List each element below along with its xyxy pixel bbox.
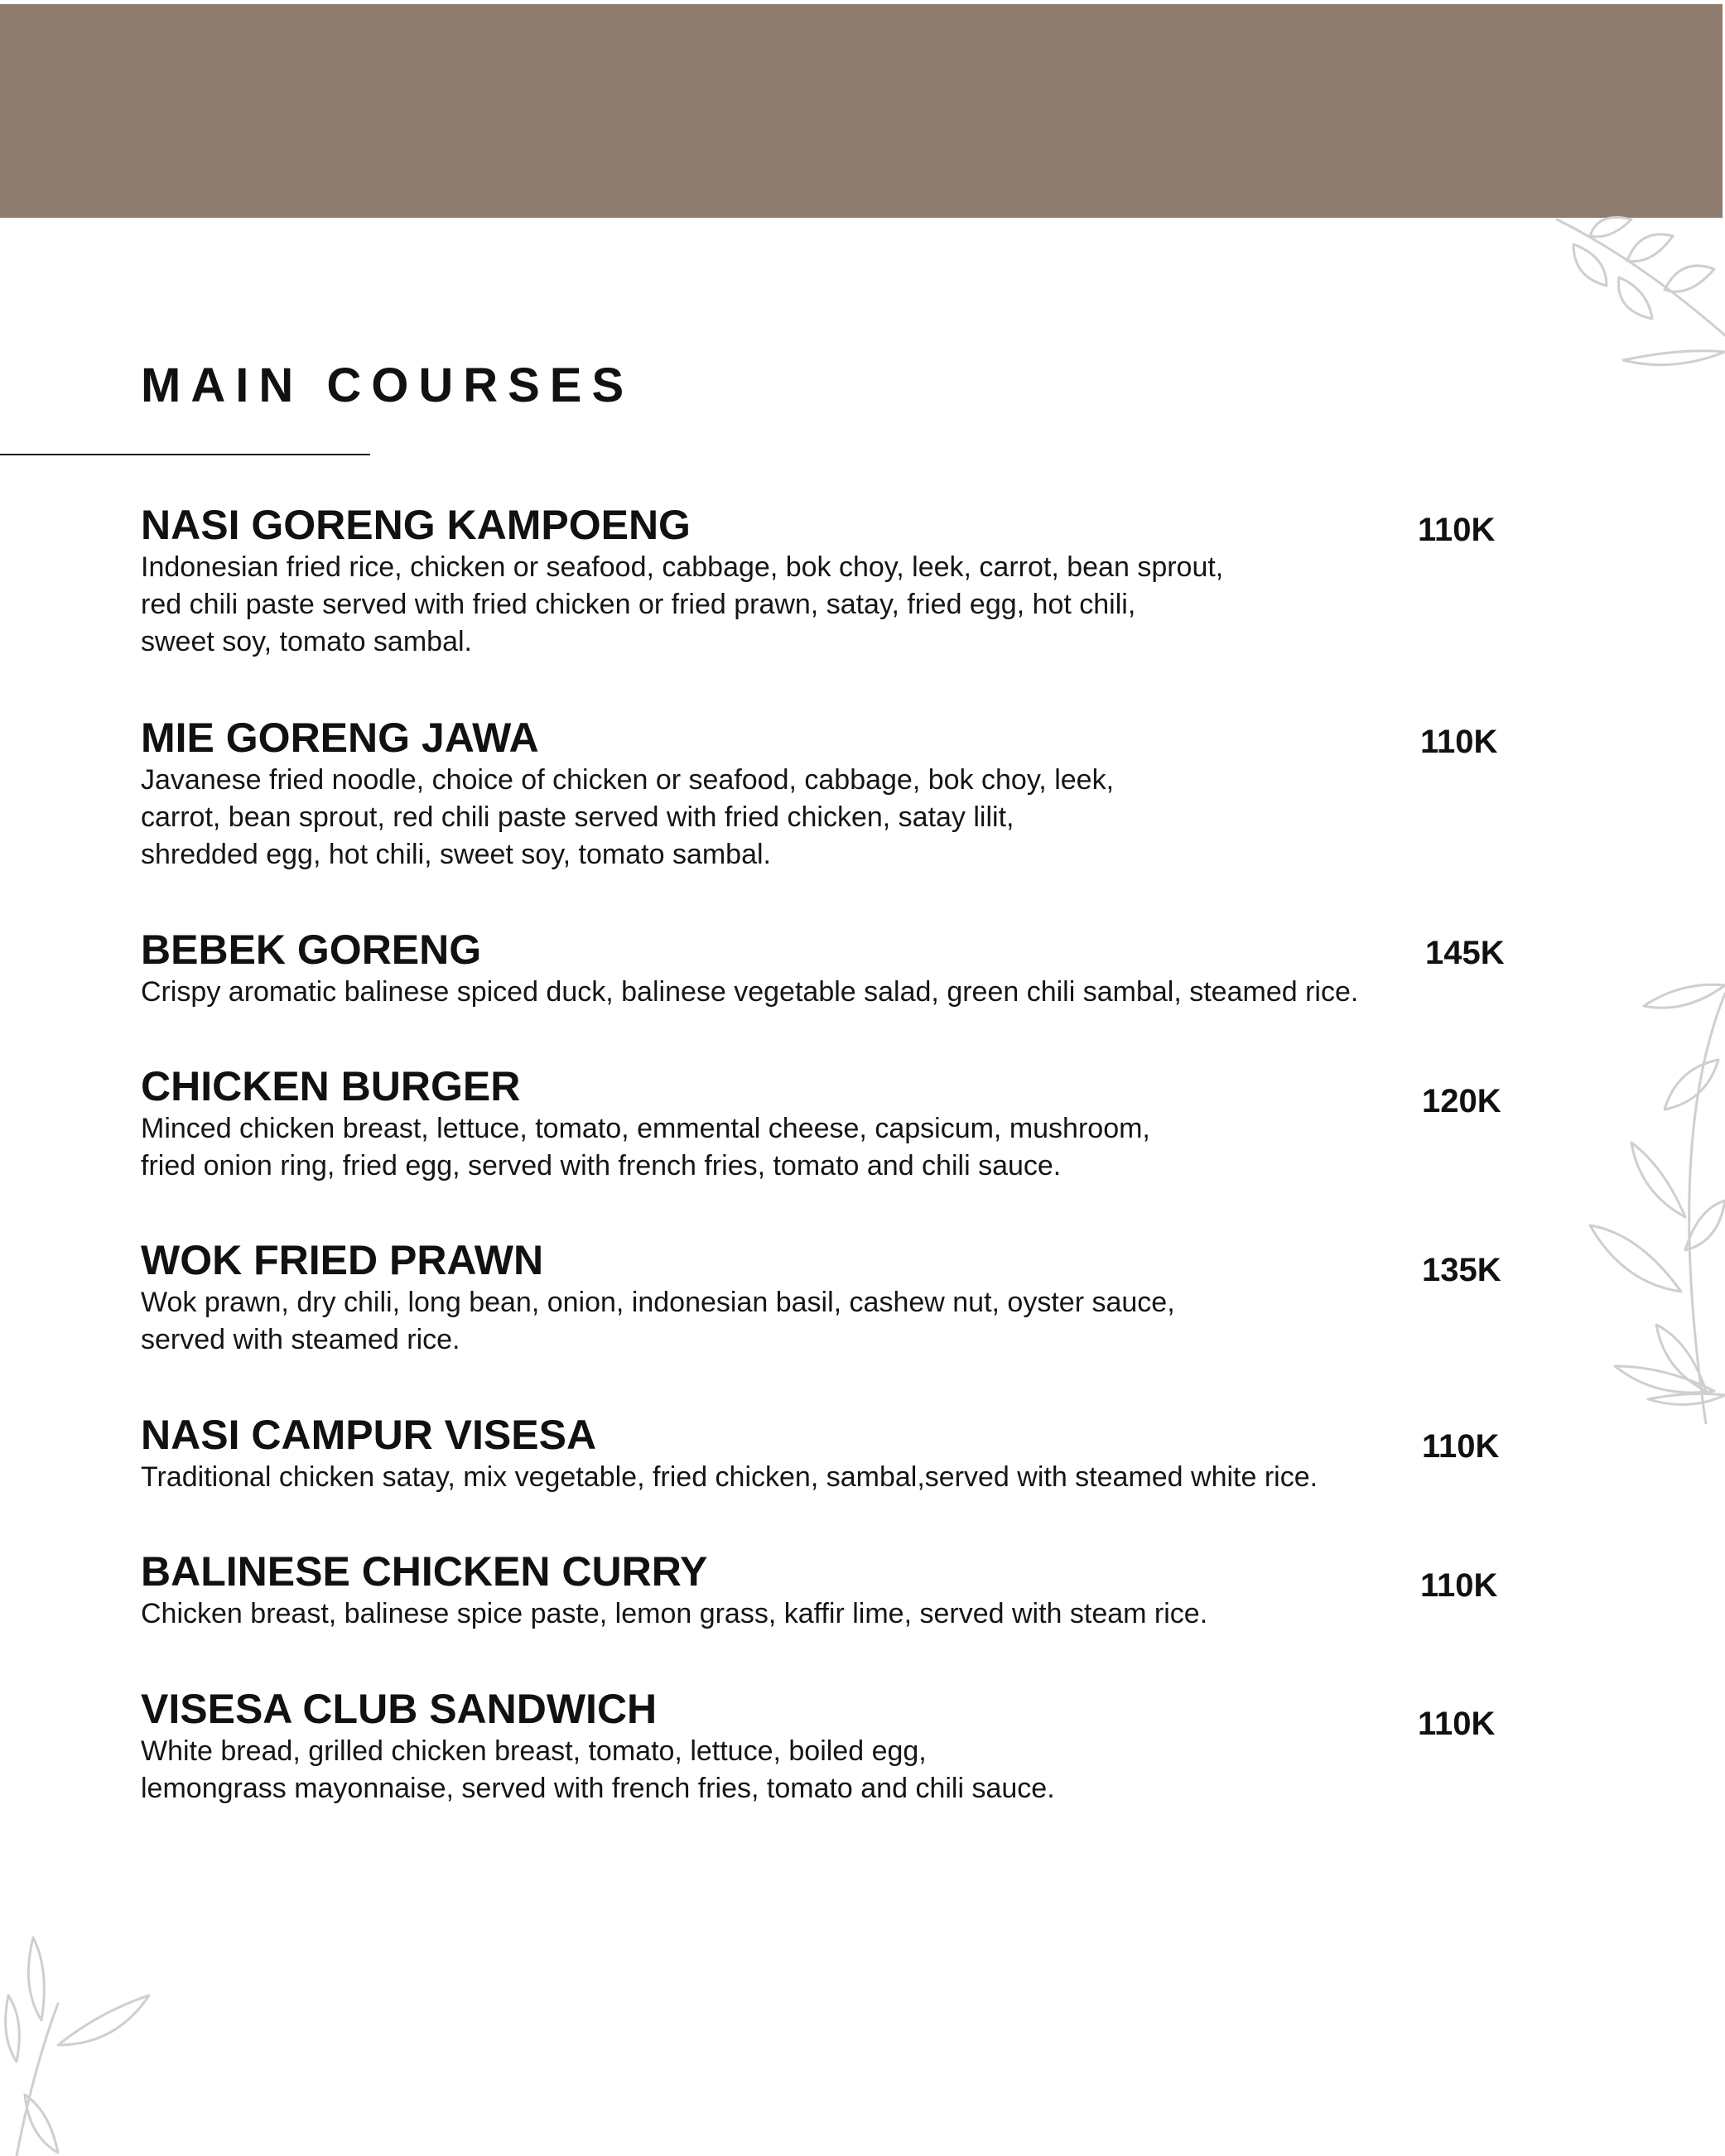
item-name: NASI CAMPUR VISESA [141, 1412, 597, 1458]
menu-item [141, 1685, 1698, 1807]
item-description: Crispy aromatic balinese spiced duck, balinese vegetable salad, green chili sambal, steamed rice. [141, 976, 1359, 1008]
item-name: BALINESE CHICKEN CURRY [141, 1548, 708, 1595]
item-price: 110K [1422, 1428, 1500, 1465]
item-description: Minced chicken breast, lettuce, tomato, emmental cheese, capsicum, mushroom, fried onion ring, fried egg, served with french fries, tomato and chili sauce. [141, 1113, 1150, 1181]
menu-item [141, 714, 1698, 873]
item-description: Wok prawn, dry chili, long bean, onion, indonesian basil, cashew nut, oyster sauce, served with steamed rice. [141, 1287, 1175, 1355]
menu-item [141, 1062, 1698, 1185]
item-description: Javanese fried noodle, choice of chicken or seafood, cabbage, bok choy, leek, carrot, bean sprout, red chili paste served with fried chicken, satay lilit, shredded egg, hot chili, sweet soy, tomato sambal. [141, 764, 1115, 870]
item-name: VISESA CLUB SANDWICH [141, 1686, 658, 1732]
menu-item [141, 501, 1698, 661]
item-name: MIE GORENG JAWA [141, 715, 539, 761]
item-price: 110K [1420, 1567, 1498, 1604]
menu-item [141, 1236, 1698, 1359]
item-description: White bread, grilled chicken breast, tomato, lettuce, boiled egg, lemongrass mayonnaise, served with french fries, tomato and chili sauce. [141, 1735, 1055, 1804]
item-name: NASI GORENG KAMPOENG [141, 502, 691, 548]
header-band [0, 4, 1723, 218]
section-title: MAIN COURSES [141, 359, 634, 412]
title-divider [0, 454, 370, 455]
menu-item [141, 926, 1698, 1011]
item-description: Chicken breast, balinese spice paste, lemon grass, kaffir lime, served with steam rice. [141, 1598, 1208, 1629]
item-name: WOK FRIED PRAWN [141, 1237, 544, 1283]
item-price: 110K [1418, 1706, 1496, 1742]
leaf-branch-icon [0, 1921, 166, 2156]
item-name: BEBEK GORENG [141, 926, 482, 973]
item-description: Traditional chicken satay, mix vegetable, fried chicken, sambal,served with steamed white rice. [141, 1461, 1318, 1493]
item-price: 110K [1418, 512, 1496, 548]
item-price: 135K [1422, 1252, 1501, 1288]
item-description: Indonesian fried rice, chicken or seafood, cabbage, bok choy, leek, carrot, bean sprout, red chili paste served with fried chicken or fried prawn, satay, fried egg, hot chili, sweet soy, tomato sambal. [141, 551, 1224, 657]
item-price: 120K [1422, 1083, 1501, 1119]
item-price: 110K [1420, 724, 1498, 760]
item-price: 145K [1425, 935, 1505, 971]
leaf-branch-icon [1540, 211, 1725, 377]
item-name: CHICKEN BURGER [141, 1063, 521, 1109]
menu-item [141, 1411, 1698, 1496]
menu-item [141, 1547, 1698, 1633]
